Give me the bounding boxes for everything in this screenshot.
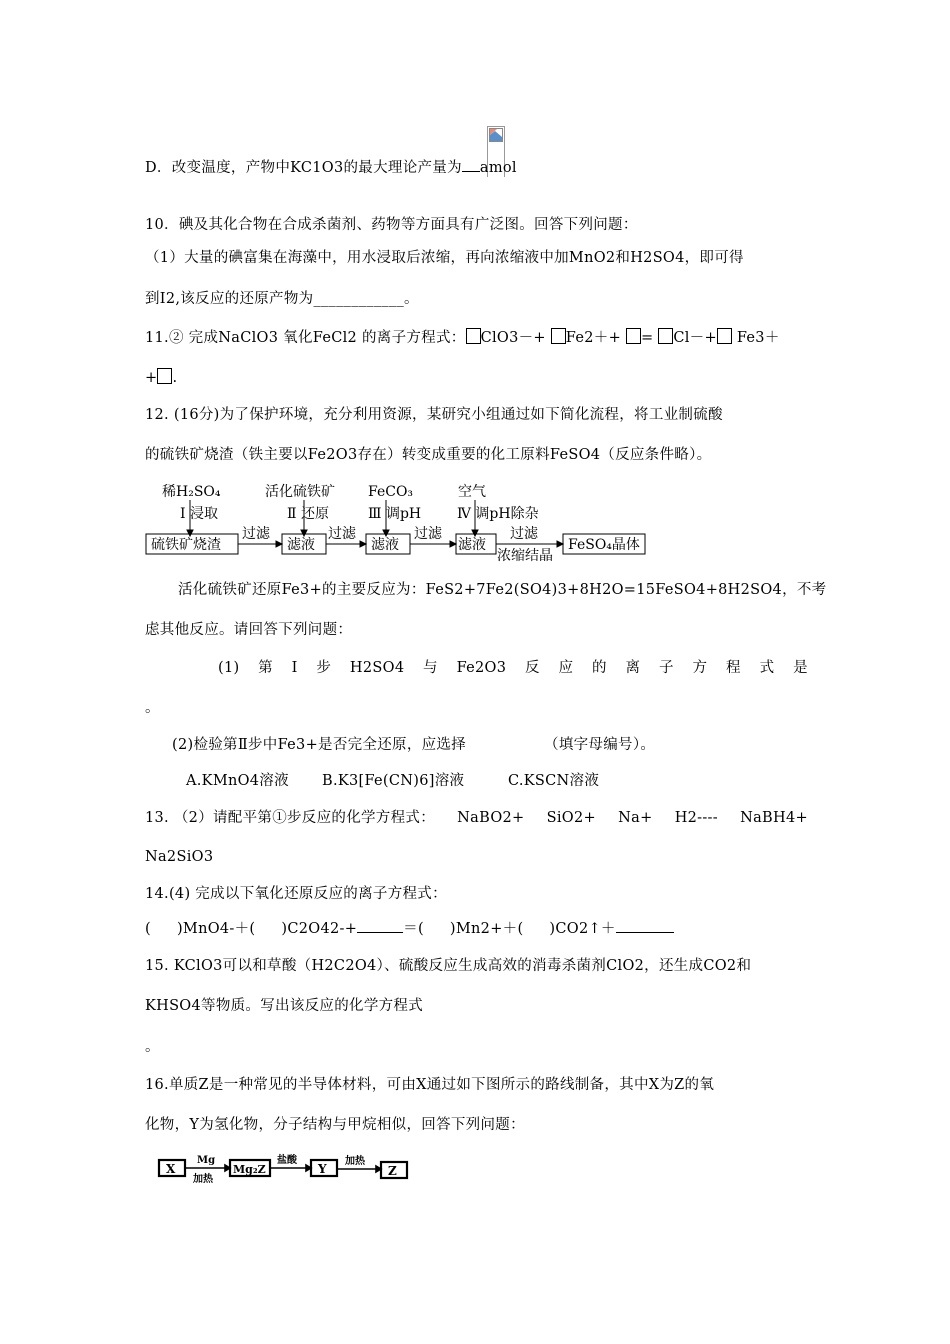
q12-option-a: A.KMnO4溶液 — [186, 773, 289, 789]
q9-d-unit: amol — [479, 160, 517, 176]
step-label: Ⅱ 还原 — [287, 506, 329, 522]
word: 应 — [558, 660, 574, 676]
box-label: FeSO₄晶体 — [568, 537, 640, 553]
word: Fe2O3 — [456, 660, 507, 676]
q12-sub2-text: (2)检验第Ⅱ步中Fe3+是否完全还原，应选择 — [172, 737, 467, 753]
reagent-label: 空气 — [458, 484, 486, 500]
eq-part: )Mn2+＋( — [449, 921, 524, 937]
coef-box — [157, 368, 172, 384]
coef-box — [466, 328, 481, 344]
q12-intro-line2: 虑其他反应。请回答下列问题： — [145, 622, 353, 638]
word: 步 — [316, 660, 332, 676]
q9-d-blank — [462, 171, 480, 172]
q11-term-cl: Cl－+ — [673, 330, 717, 346]
word: 子 — [659, 660, 674, 676]
word: 是 — [793, 660, 808, 676]
q9-option-d — [145, 158, 517, 178]
reagent-label: 活化硫铁矿 — [265, 484, 335, 500]
q15-line1: 15. KClO3可以和草酸（H2C2O4）、硫酸反应生成高效的消毒杀菌剂ClO2，还生成CO2和 — [145, 958, 752, 974]
q11-equals: = — [640, 330, 654, 346]
q11-plus: + — [145, 370, 158, 386]
word: 与 — [423, 660, 438, 676]
q16-line1: 16.单质Z是一种常见的半导体材料，可由X通过如下图所示的路线制备，其中X为Z的氧 — [145, 1077, 715, 1093]
reagent-label: 稀H₂SO₄ — [162, 484, 221, 500]
eq-blank — [357, 932, 403, 933]
eq-part: )MnO4-＋( — [176, 921, 256, 937]
q16-flowchart — [155, 1150, 415, 1190]
arrow-label: Mg — [197, 1155, 216, 1166]
q13-term: H2---- — [674, 810, 718, 826]
arrow-label: 过滤 — [414, 526, 442, 542]
eq-part: )C2O42-+ — [281, 921, 358, 937]
q16-line2: 化物，Y为氢化物，分子结构与甲烷相似，回答下列问题： — [145, 1117, 525, 1133]
q11-line1 — [145, 328, 780, 348]
q11-term-fe3: Fe3＋ — [736, 330, 780, 346]
box-label: 滤液 — [371, 537, 399, 553]
word: 离 — [625, 660, 641, 676]
q14-stem: 14.(4) 完成以下氧化还原反应的离子方程式： — [145, 886, 447, 902]
q11-period: . — [172, 370, 178, 386]
eq-part: ( — [145, 921, 151, 937]
reagent-label: FeCO₃ — [368, 484, 414, 500]
eq-part: )CO2↑＋ — [549, 921, 616, 937]
q11-line2 — [145, 368, 177, 388]
arrow-label: 加热 — [345, 1156, 365, 1167]
q12-stem-line1: 12. (16分)为了保护环境，充分利用资源，某研究小组通过如下简化流程，将工业制硫酸 — [145, 407, 723, 423]
arrow-label: 加热 — [193, 1174, 213, 1185]
q10-part1-line2: 到I2,该反应的还原产物为____________。 — [145, 291, 419, 307]
broken-image-icon — [489, 128, 503, 142]
q13-line1 — [145, 808, 808, 828]
q13-term: NaBH4+ — [740, 810, 808, 826]
q11-stem: 11.② 完成NaClO3 氧化FeCl2 的离子方程式： — [145, 330, 466, 346]
box-label: Z — [388, 1164, 397, 1178]
q15-line2: KHSO4等物质。写出该反应的化学方程式 — [145, 998, 424, 1014]
box-label: 滤液 — [287, 537, 315, 553]
word: 程 — [726, 660, 741, 676]
word: 式 — [759, 660, 775, 676]
arrow-label: 浓缩结晶 — [497, 548, 553, 564]
q11-term-fe2: Fe2＋+ — [565, 330, 622, 346]
eq-blank — [616, 932, 674, 933]
coef-box — [658, 328, 673, 344]
box-label: X — [166, 1162, 176, 1176]
box-label: 滤液 — [458, 537, 486, 553]
eq-part: ＝( — [403, 921, 424, 937]
word: (1) — [218, 660, 240, 676]
word: 反 — [524, 660, 540, 676]
q13-stem: 13. （2）请配平第①步反应的化学方程式： — [145, 810, 435, 826]
arrow-label: 过滤 — [510, 526, 538, 542]
q12-sub2-tail: （填字母编号）。 — [544, 737, 656, 753]
q13-term: SiO2+ — [546, 810, 596, 826]
q9-d-text: D．改变温度，产物中KC1O3的最大理论产量为 — [145, 160, 462, 176]
q11-term-clo3: ClO3－+ — [480, 330, 546, 346]
q10-part1-line1: （1）大量的碘富集在海藻中，用水浸取后浓缩，再向浓缩液中加MnO2和H2SO4，即可得 — [145, 250, 744, 266]
q12-option-b: B.K3[Fe(CN)6]溶液 — [322, 773, 465, 789]
word: H2SO4 — [349, 660, 405, 676]
arrow-label: 过滤 — [328, 526, 356, 542]
q12-sub1-end: 。 — [145, 700, 160, 716]
word: 第 — [258, 660, 273, 676]
box-label: Mg₂Z — [233, 1163, 266, 1176]
coef-box — [717, 328, 732, 344]
q12-option-c: C.KSCN溶液 — [508, 773, 600, 789]
step-label: Ⅲ 调pH — [368, 506, 422, 522]
q12-sub2 — [172, 735, 655, 755]
box-label: 硫铁矿烧渣 — [151, 537, 221, 553]
word: 的 — [591, 660, 607, 676]
q12-stem-line2: 的硫铁矿烧渣（铁主要以Fe2O3存在）转变成重要的化工原料FeSO4（反应条件略）。 — [145, 447, 712, 463]
q12-flowchart — [140, 478, 660, 564]
q15-line3: 。 — [145, 1039, 160, 1055]
q12-intro-line1: 活化硫铁矿还原Fe3+的主要反应为：FeS2+7Fe2(SO4)3+8H2O=15FeSO4+8H2SO4，不考 — [178, 582, 827, 598]
step-label: Ⅰ 浸取 — [180, 506, 218, 522]
q13-term: Na+ — [618, 810, 653, 826]
arrow-label: 盐酸 — [277, 1155, 297, 1166]
q13-term: NaBO2+ — [457, 810, 525, 826]
word: 方 — [692, 660, 708, 676]
coef-box — [551, 328, 566, 344]
q13-line2: Na2SiO3 — [145, 849, 214, 865]
box-label: Y — [318, 1162, 327, 1176]
word: Ⅰ — [291, 660, 298, 676]
step-label: Ⅳ 调pH除杂 — [457, 506, 539, 522]
q12-sub1 — [218, 658, 808, 678]
arrow-label: 过滤 — [242, 526, 270, 542]
q14-equation — [145, 919, 674, 939]
coef-box — [626, 328, 641, 344]
q10-stem: 10．碘及其化合物在合成杀菌剂、药物等方面具有广泛图。回答下列问题： — [145, 217, 638, 233]
